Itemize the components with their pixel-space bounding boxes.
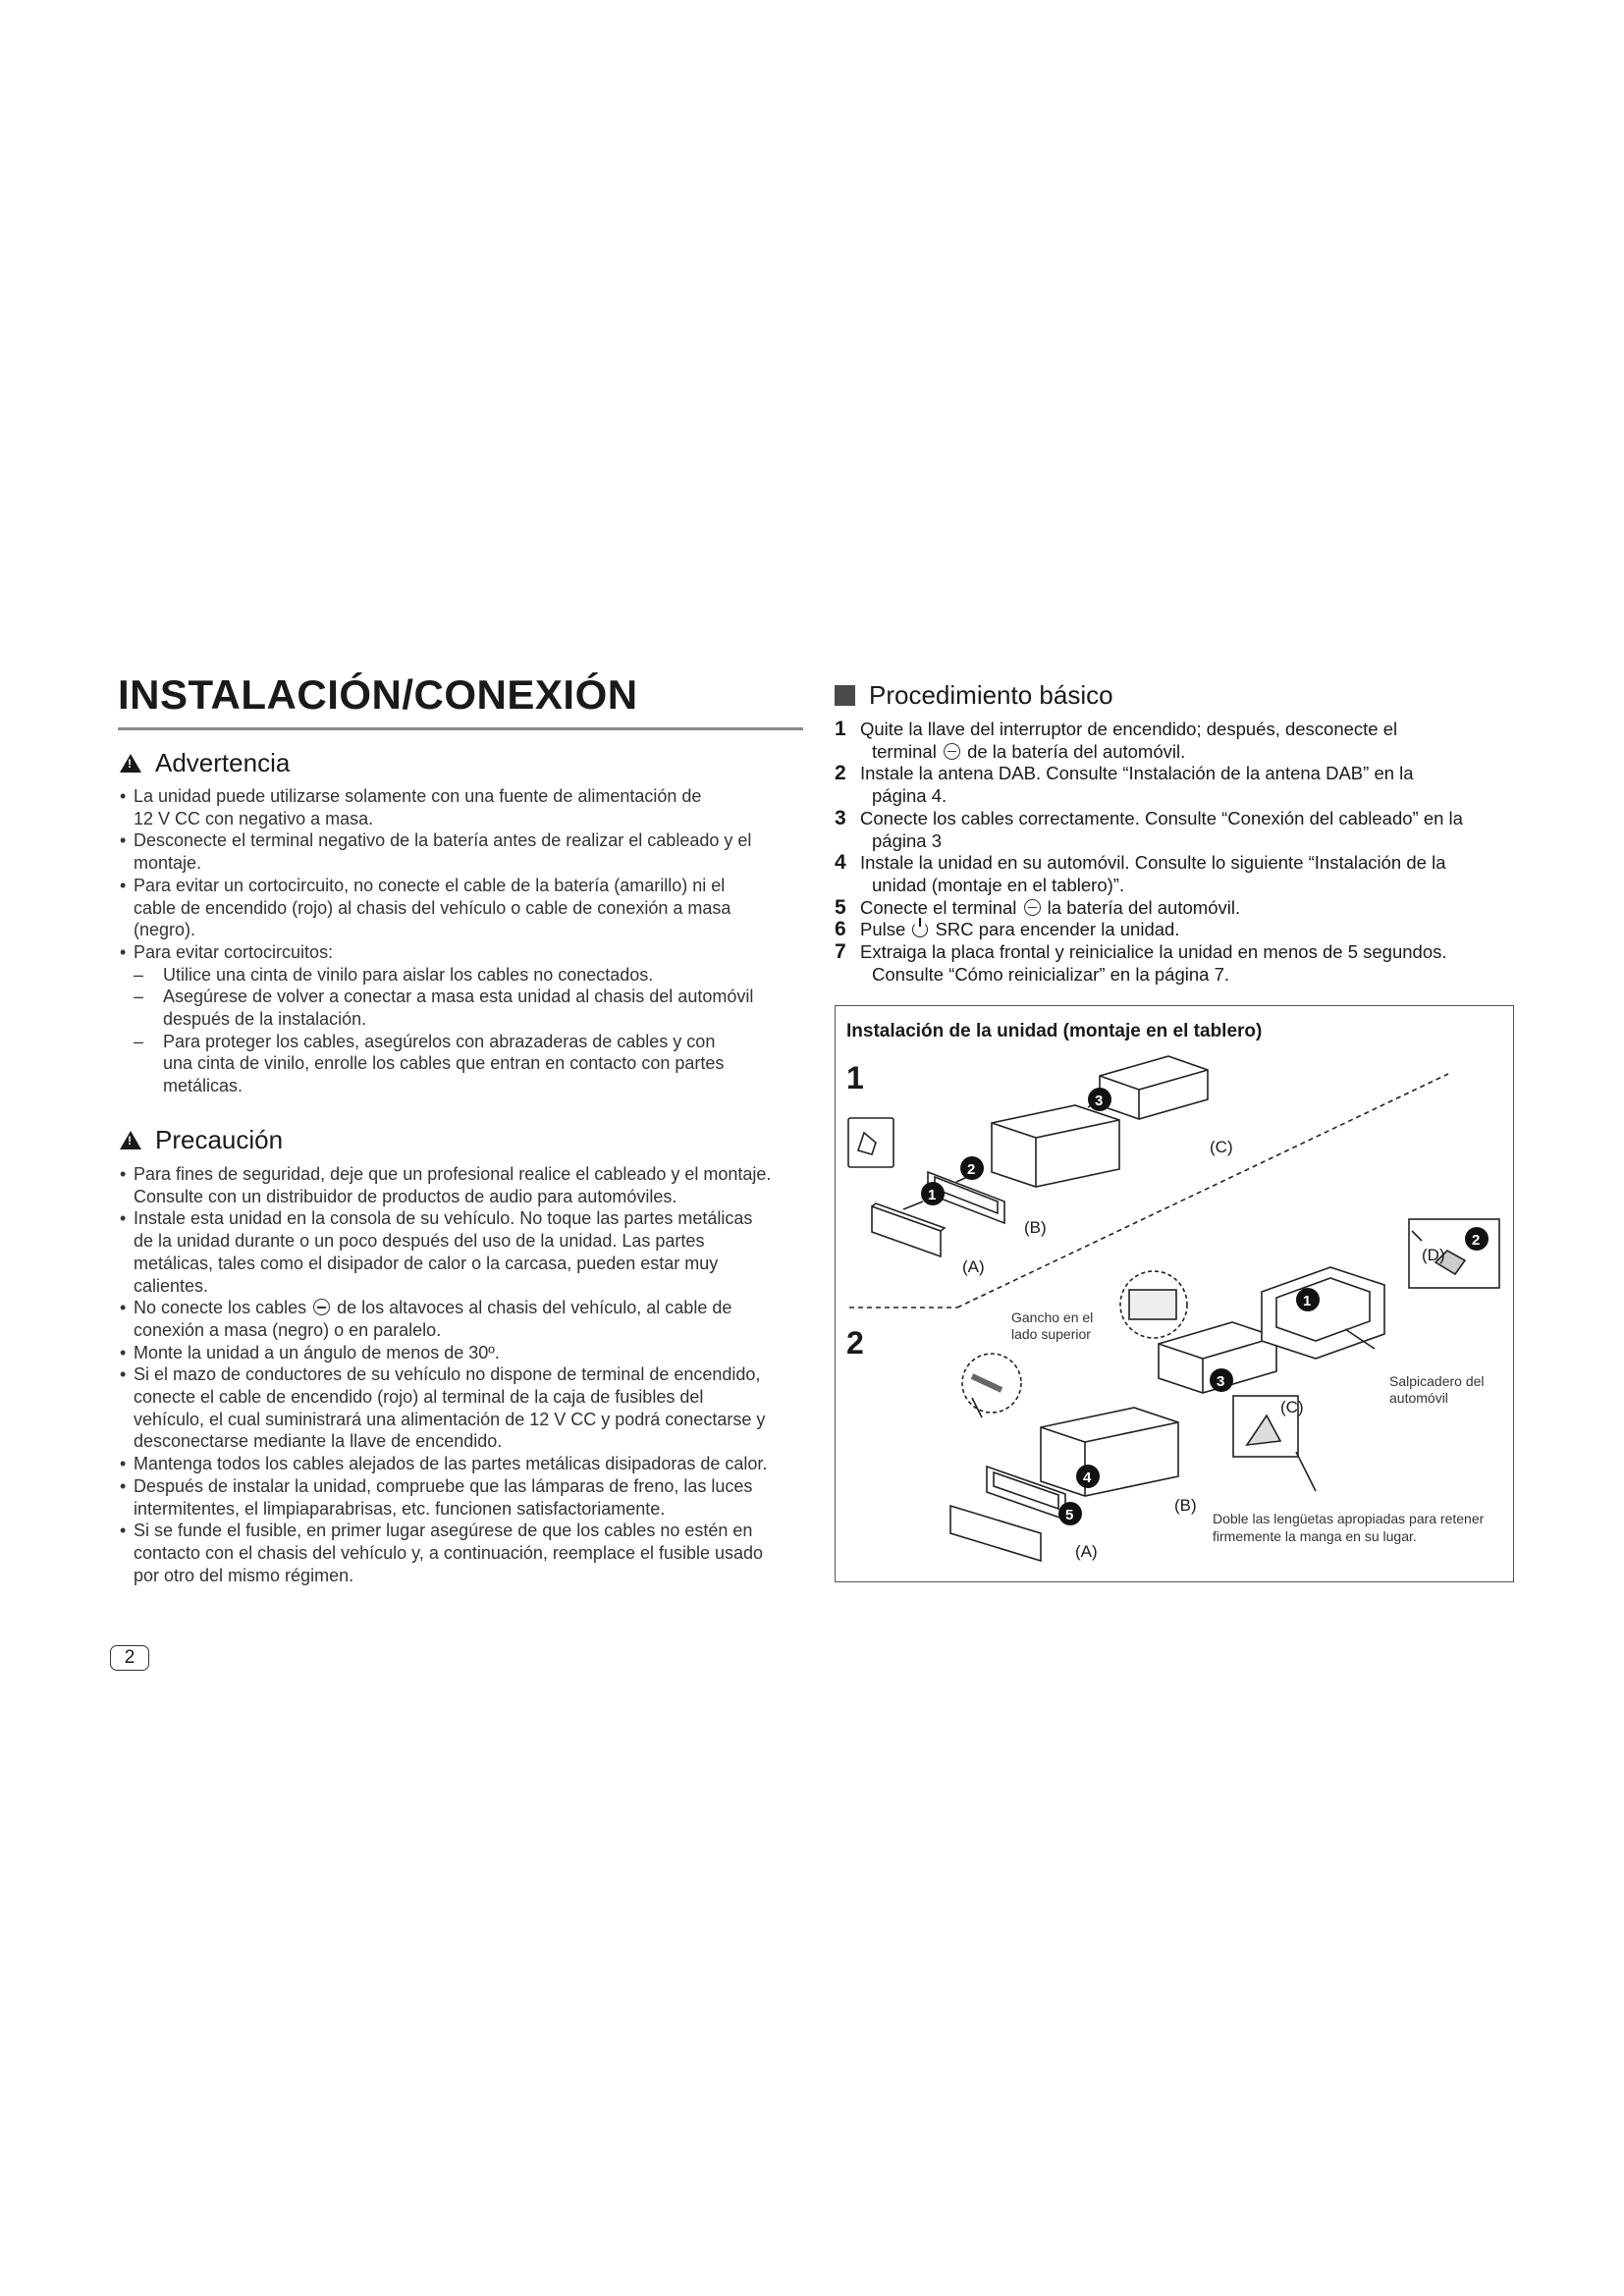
sleeve-c	[1100, 1056, 1208, 1119]
unit-box	[992, 1105, 1119, 1187]
label-d: (D)	[1422, 1246, 1445, 1264]
step-item: 4 Instale la unidad en su automóvil. Consulte lo siguiente “Instalación de la unidad (montaje en el tablero)”.	[835, 851, 1446, 895]
page-title: INSTALACIÓN/CONEXIÓN	[118, 671, 638, 718]
minus-terminal-icon	[1024, 899, 1041, 916]
advertencia-list	[120, 785, 797, 1097]
svg-text:3: 3	[1217, 1373, 1225, 1390]
svg-text:1: 1	[928, 1187, 937, 1203]
salpicadero-note: Salpicadero del	[1389, 1373, 1485, 1389]
section-square-icon	[835, 685, 855, 706]
label-b: (B)	[1174, 1496, 1197, 1515]
list-item: – Asegúrese de volver a conectar a masa esta unidad al chasis del automóvil después de la instalación.	[134, 987, 754, 1030]
minus-terminal-icon	[313, 1299, 330, 1315]
warning-icon	[120, 754, 141, 773]
svg-text:2: 2	[1472, 1232, 1481, 1249]
label-b: (B)	[1024, 1218, 1047, 1237]
salpicadero-note: automóvil	[1389, 1390, 1448, 1406]
precaucion-heading-text: Precaución	[155, 1125, 284, 1154]
step-item: 6 Pulse SRC para encender la unidad.	[835, 918, 1180, 941]
step-item: 5 Conecte el terminal la batería del automóvil.	[835, 895, 1241, 919]
precaucion-heading	[120, 1125, 283, 1155]
list-item: • Instale esta unidad en la consola de su vehículo. No toque las partes metálicas de la unidad durante o un poco después del uso de la unidad. Las partes metálicas, tales como el disipador de calor o la carcasa, pueden estar muy calientes.	[120, 1208, 753, 1296]
figure-step-2: 2	[846, 1325, 864, 1361]
arrow	[903, 1201, 923, 1209]
list-item: • No conecte los cables de los altavoces al chasis del vehículo, al cable de conexión a masa (negro) o en paralelo.	[120, 1298, 732, 1340]
label-a: (A)	[1075, 1542, 1098, 1561]
step-item: 3 Conecte los cables correctamente. Consulte “Conexión del cableado” en la página 3	[835, 806, 1463, 851]
advertencia-heading-text: Advertencia	[155, 748, 291, 777]
title-divider	[118, 727, 803, 730]
list-item: • La unidad puede utilizarse solamente con una fuente de alimentación de 12 V CC con negativo a masa.	[120, 786, 702, 828]
list-item: • Para evitar cortocircuitos:	[120, 941, 334, 962]
separator-dashed	[957, 1074, 1448, 1308]
step-item: 2 Instale la antena DAB. Consulte “Instalación de la antena DAB” en la página 4.	[835, 762, 1414, 807]
svg-text:1: 1	[1303, 1293, 1312, 1309]
svg-text:5: 5	[1065, 1507, 1074, 1523]
list-item: – Utilice una cinta de vinilo para aislar los cables no conectados.	[134, 964, 654, 985]
list-item: • Para fines de seguridad, deje que un profesional realice el cableado y el montaje. Consulte con un distribuidor de productos de audio para automóviles.	[120, 1164, 772, 1206]
list-item: • Después de instalar la unidad, compruebe que las lámparas de freno, las luces intermitentes, el limpiaparabrisas, etc. funcionen satisfactoriamente.	[120, 1475, 753, 1519]
bend-note: Doble las lengüetas apropiadas para retener	[1213, 1511, 1485, 1526]
advertencia-heading	[120, 748, 290, 778]
list-item: • Si el mazo de conductores de su vehículo no dispone de terminal de encendido, conecte el cable de encendido (rojo) al terminal de la caja de fusibles del vehículo, el cual suministrará una alimentación de 12 V CC y podrá conectarse y desconectarse mediante la llave de encendido.	[120, 1364, 766, 1452]
gancho-note: Gancho en el	[1011, 1309, 1094, 1325]
tool-box	[848, 1118, 893, 1167]
warning-icon	[120, 1131, 141, 1149]
step-item: 7 Extraiga la placa frontal y reinicialice la unidad en menos de 5 segundos. Consulte “Cómo reinicializar” en la página 7.	[835, 940, 1447, 985]
step-item: 1 Quite la llave del interruptor de encendido; después, desconecte el terminal de la batería del automóvil.	[835, 718, 1398, 762]
faceplate-a	[950, 1506, 1041, 1561]
list-item: • Monte la unidad a un ángulo de menos de 30º.	[120, 1342, 500, 1362]
list-item: • Para evitar un cortocircuito, no conecte el cable de la batería (amarillo) ni el cable de encendido (rojo) al chasis del vehículo o cable de conexión a masa (negro).	[120, 875, 731, 940]
precaucion-list	[120, 1163, 807, 1586]
label-a: (A)	[962, 1257, 985, 1276]
list-item: – Para proteger los cables, asegúrelos con abrazaderas de cables y con una cinta de vinilo, enrolle los cables que entran en contacto con partes metálicas.	[134, 1031, 725, 1096]
bend-note: firmemente la manga en su lugar.	[1213, 1528, 1417, 1544]
page-number: 2	[110, 1645, 149, 1671]
svg-text:2: 2	[967, 1161, 976, 1178]
steps-list	[835, 719, 1512, 986]
label-c: (C)	[1280, 1398, 1304, 1416]
installation-diagram	[835, 1005, 1514, 1582]
svg-text:3: 3	[1095, 1093, 1104, 1109]
list-item: • Si se funde el fusible, en primer lugar asegúrese de que los cables no estén en contacto con el chasis del vehículo y, a continuación, reemplace el fusible usado por otro del mismo régimen.	[120, 1521, 764, 1585]
label-c: (C)	[1210, 1138, 1233, 1156]
gancho-note: lado superior	[1011, 1326, 1091, 1342]
list-item: • Desconecte el terminal negativo de la batería antes de realizar el cableado y el montaje.	[120, 830, 752, 874]
minus-terminal-icon	[944, 743, 960, 760]
figure-step-1: 1	[846, 1060, 864, 1095]
procedimiento-heading-text: Procedimiento básico	[869, 680, 1113, 710]
power-icon	[912, 922, 928, 937]
list-item: • Mantenga todos los cables alejados de las partes metálicas disipadoras de calor.	[120, 1454, 768, 1474]
unit-box	[1041, 1408, 1178, 1496]
tool-shape	[858, 1133, 876, 1154]
svg-text:4: 4	[1083, 1469, 1092, 1486]
procedimiento-heading	[835, 680, 1113, 711]
figure-title: Instalación de la unidad (montaje en el tablero)	[846, 1021, 1263, 1041]
